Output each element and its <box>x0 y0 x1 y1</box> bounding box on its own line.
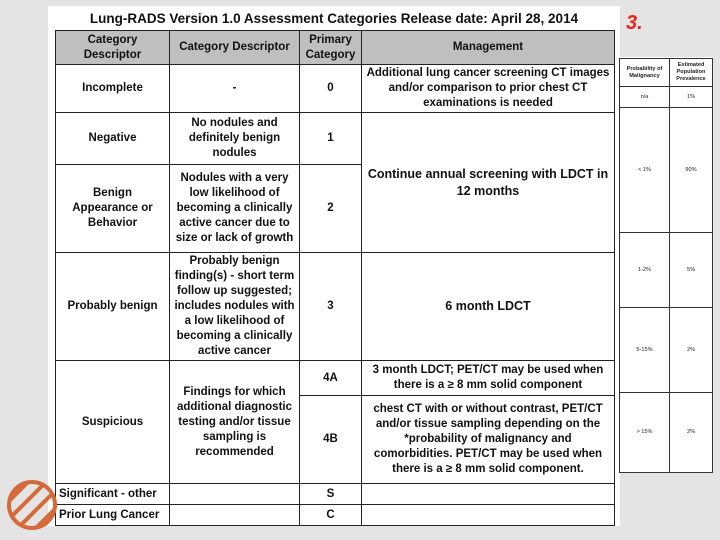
table-row <box>56 113 615 165</box>
row-descriptor: Prior Lung Cancer <box>56 505 170 526</box>
header-management: Management <box>362 31 615 65</box>
row-descriptor: Incomplete <box>56 65 170 113</box>
prevalence-cell: 5% <box>670 233 713 308</box>
probability-table <box>619 58 713 473</box>
row-descriptor: Benign Appearance or Behavior <box>56 165 170 253</box>
header-category-descriptor-detail: Category Descriptor <box>170 31 300 65</box>
header-primary-category: Primary Category <box>300 31 362 65</box>
header-prevalence: Estimated Population Prevalence <box>670 59 713 87</box>
row-descriptor: Probably benign <box>56 253 170 361</box>
side-row <box>620 393 713 473</box>
table-row <box>56 505 615 526</box>
row-descriptor: Suspicious <box>56 361 170 484</box>
probability-cell: n/a <box>620 87 670 108</box>
prevalence-cell: 2% <box>670 308 713 393</box>
row-management <box>362 505 615 526</box>
probability-cell: > 15% <box>620 393 670 473</box>
row-detail: Nodules with a very low likelihood of becoming a clinically active cancer due to size or lack of growth <box>170 165 300 253</box>
header-category-descriptor: Category Descriptor <box>56 31 170 65</box>
table-row <box>56 484 615 505</box>
side-row <box>620 308 713 393</box>
table-row <box>56 253 615 361</box>
row-management <box>362 484 615 505</box>
row-management: 6 month LDCT <box>362 253 615 361</box>
side-panel <box>618 57 713 473</box>
slide-number: 3. <box>626 12 643 34</box>
table-row <box>56 65 615 113</box>
striped-circle-logo-icon <box>4 478 62 530</box>
row-category: S <box>300 484 362 505</box>
row-category: 0 <box>300 65 362 113</box>
row-detail: Findings for which additional diagnostic testing and/or tissue sampling is recommended <box>170 361 300 484</box>
main-panel <box>48 6 620 526</box>
side-row <box>620 87 713 108</box>
row-detail: - <box>170 65 300 113</box>
side-header-row <box>620 59 713 87</box>
prevalence-cell: 1% <box>670 87 713 108</box>
row-detail: Probably benign finding(s) - short term follow up suggested; includes nodules with a low likelihood of becoming a clinically active cancer <box>170 253 300 361</box>
prevalence-cell: 90% <box>670 108 713 233</box>
row-detail <box>170 505 300 526</box>
row-management: Continue annual screening with LDCT in 12 months <box>362 113 615 253</box>
probability-cell: < 1% <box>620 108 670 233</box>
row-detail: No nodules and definitely benign nodules <box>170 113 300 165</box>
row-category: 4A <box>300 361 362 396</box>
table-title: Lung-RADS Version 1.0 Assessment Categories Release date: April 28, 2014 <box>89 11 579 26</box>
row-descriptor: Significant - other <box>56 484 170 505</box>
header-probability: Probability of Malignancy <box>620 59 670 87</box>
row-category: 2 <box>300 165 362 253</box>
row-management: 3 month LDCT; PET/CT may be used when there is a ≥ 8 mm solid component <box>362 361 615 396</box>
row-management: Additional lung cancer screening CT images and/or comparison to prior chest CT examinations is needed <box>362 65 615 113</box>
side-row <box>620 233 713 308</box>
row-category: 4B <box>300 396 362 484</box>
table-header-row <box>56 31 615 65</box>
row-management: chest CT with or without contrast, PET/CT and/or tissue sampling depending on the *probability of malignancy and comorbidities. PET/CT may be used when there is a ≥ 8 mm solid component. <box>362 396 615 484</box>
row-category: 3 <box>300 253 362 361</box>
row-detail <box>170 484 300 505</box>
row-category: C <box>300 505 362 526</box>
row-category: 1 <box>300 113 362 165</box>
lung-rads-table <box>55 30 615 526</box>
side-row <box>620 108 713 233</box>
table-row <box>56 361 615 396</box>
row-descriptor: Negative <box>56 113 170 165</box>
probability-cell: 5-15% <box>620 308 670 393</box>
probability-cell: 1-2% <box>620 233 670 308</box>
prevalence-cell: 2% <box>670 393 713 473</box>
